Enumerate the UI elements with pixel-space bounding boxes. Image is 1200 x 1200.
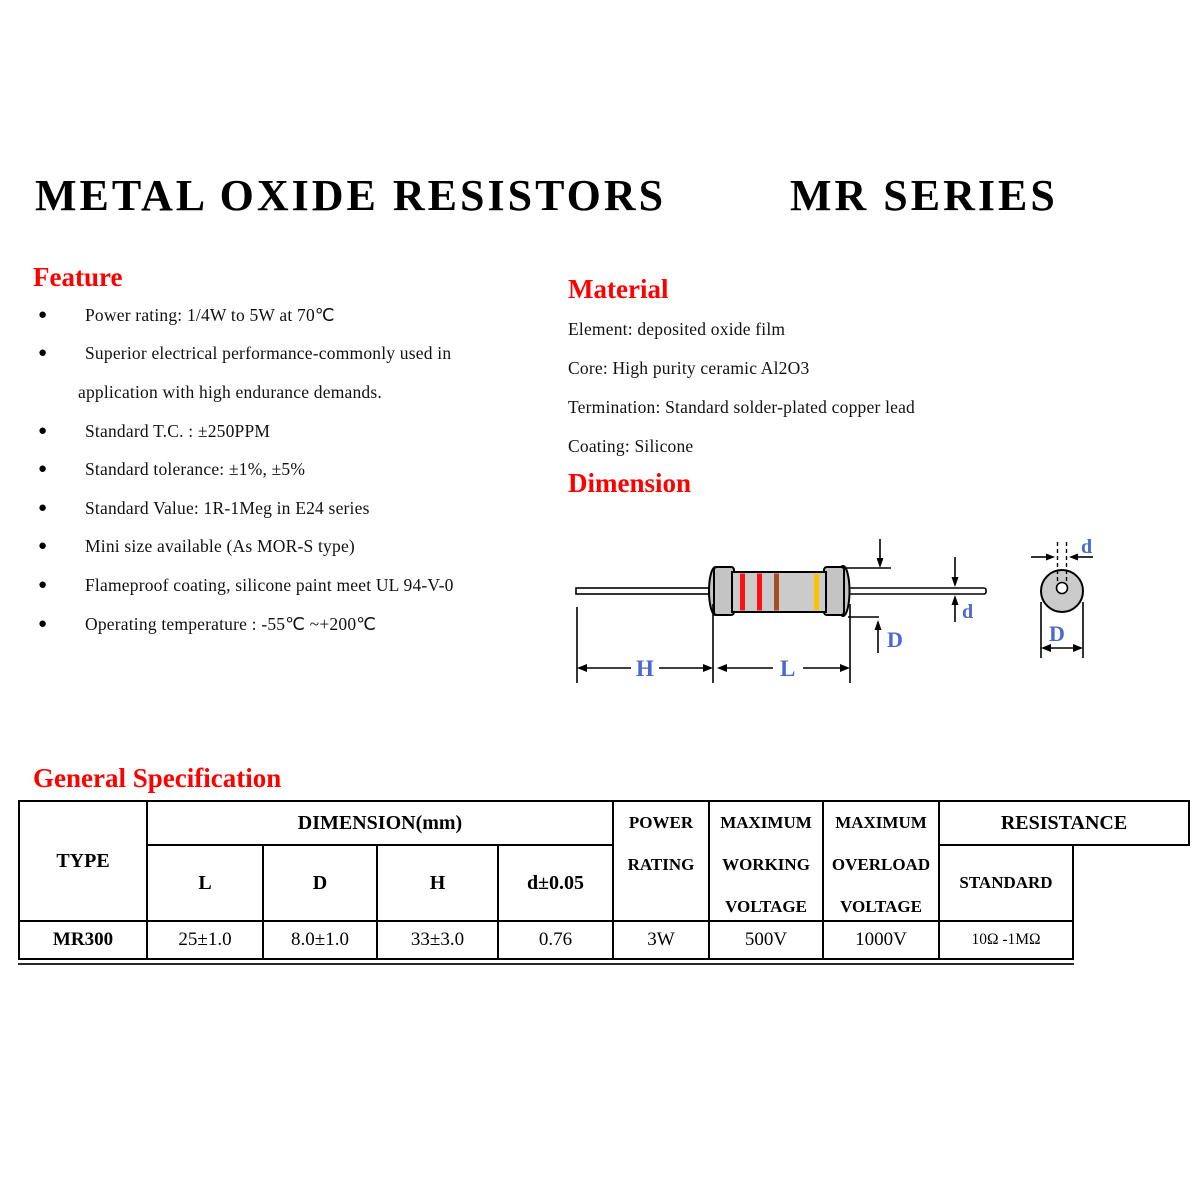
feature-text: Standard tolerance: ±1%, ±5%: [85, 459, 306, 480]
resistor-dimension-diagram: [560, 530, 1200, 690]
cell-l: 25±1.0: [146, 920, 264, 960]
list-item: [33, 528, 553, 567]
bullet-icon: ●: [38, 422, 48, 439]
arrow-up-icon: [875, 620, 882, 630]
specification-table: [18, 800, 1192, 968]
bullet-icon: ●: [38, 306, 48, 323]
header-line: MAXIMUM: [720, 813, 812, 832]
arrow-down-icon: [877, 558, 884, 568]
bullet-icon: ●: [38, 461, 48, 478]
feature-text: Flameproof coating, silicone paint meet UL 94-V-0: [85, 574, 454, 595]
color-band-2: [757, 574, 762, 611]
header-max-working-voltage: [708, 800, 824, 922]
header-standard: STANDARD: [938, 844, 1074, 922]
cell-max-overload: 1000V: [822, 920, 940, 960]
end-view-lead-hole: [1057, 583, 1068, 594]
lead-left: [576, 588, 715, 594]
color-band-1: [740, 574, 745, 611]
list-item: [33, 489, 553, 528]
material-line: Termination: Standard solder-plated copper lead: [568, 397, 916, 417]
bullet-icon: ●: [38, 345, 48, 362]
arrow-left-icon: [577, 664, 587, 672]
header-line: OVERLOAD: [831, 855, 931, 874]
list-item: [33, 412, 553, 451]
feature-text: Superior electrical performance-commonly used in: [85, 343, 452, 364]
arrow-right-icon: [703, 664, 713, 672]
bullet-icon: ●: [38, 615, 48, 632]
header-line: MAXIMUM: [835, 813, 927, 832]
header-line: VOLTAGE: [725, 897, 807, 916]
list-item: [33, 296, 553, 335]
header-line: POWER: [628, 813, 694, 832]
list-item-continuation: [33, 373, 553, 412]
cell-h: 33±3.0: [376, 920, 499, 960]
header-dimension-mm: DIMENSION(mm): [146, 800, 614, 846]
color-band-3: [774, 574, 779, 611]
arrow-up-icon: [952, 595, 959, 605]
extension-lines: [577, 604, 850, 683]
page-title: METAL OXIDE RESISTORS: [35, 171, 667, 220]
feature-text: Power rating: 1/4W to 5W at 70℃: [85, 304, 335, 325]
list-item: [33, 450, 553, 489]
header-d: D: [262, 844, 378, 922]
arrow-right-icon: [840, 664, 850, 672]
general-specification-heading: General Specification: [33, 763, 282, 793]
cell-d: 8.0±1.0: [262, 920, 378, 960]
header-l: L: [146, 844, 264, 922]
arrow-left-icon: [1069, 554, 1078, 561]
material-list: [568, 310, 1048, 466]
header-line: VOLTAGE: [840, 897, 922, 916]
arrow-down-icon: [952, 577, 959, 587]
feature-heading: Feature: [33, 262, 123, 292]
header-h: H: [376, 844, 499, 922]
bullet-icon: ●: [38, 499, 48, 516]
material-line: Element: deposited oxide film: [568, 319, 786, 339]
dimension-heading: Dimension: [568, 468, 692, 498]
bullet-icon: ●: [38, 576, 48, 593]
list-item: [33, 566, 553, 605]
material-heading: Material: [568, 274, 669, 304]
dim-label-end-d: d: [1081, 536, 1093, 558]
dim-label-d: d: [962, 601, 974, 623]
list-item: [33, 605, 553, 644]
feature-text: Standard T.C. : ±250PPM: [85, 420, 271, 441]
body-diameter-dimension: [848, 617, 879, 653]
material-line: Coating: Silicone: [568, 436, 694, 456]
feature-list: [33, 296, 553, 643]
header-type: TYPE: [18, 800, 148, 922]
material-line: Core: High purity ceramic Al2O3: [568, 358, 810, 378]
list-item: [33, 335, 553, 374]
top-reference-dimension: [844, 539, 891, 568]
arrow-right-icon: [1073, 644, 1083, 652]
feature-text: application with high endurance demands.: [78, 381, 382, 402]
dim-label-end-D: D: [1049, 621, 1065, 646]
cell-power: 3W: [612, 920, 710, 960]
header-line: RATING: [627, 855, 695, 874]
feature-text: Mini size available (As MOR-S type): [85, 536, 355, 557]
dim-label-D: D: [887, 627, 903, 652]
cell-d-tolerance: 0.76: [497, 920, 614, 960]
cell-max-working: 500V: [708, 920, 824, 960]
lead-right: [848, 588, 986, 594]
header-power-rating: [612, 800, 710, 922]
cropped-next-row-line: [18, 963, 1074, 965]
feature-text: Standard Value: 1R-1Meg in E24 series: [85, 497, 370, 518]
feature-text: Operating temperature : -55℃ ~+200℃: [85, 613, 377, 634]
arrow-left-icon: [717, 664, 727, 672]
cell-resistance-standard: 10Ω -1MΩ: [938, 920, 1074, 960]
dim-label-H: H: [636, 656, 654, 681]
arrow-right-icon: [1046, 554, 1055, 561]
header-max-overload-voltage: [822, 800, 940, 922]
bullet-icon: ●: [38, 538, 48, 555]
cell-type: MR300: [18, 920, 148, 960]
dim-label-L: L: [780, 656, 796, 681]
series-title: MR SERIES: [790, 171, 1058, 220]
header-d-tolerance: d±0.05: [497, 844, 614, 922]
header-line: WORKING: [722, 855, 810, 874]
header-resistance: RESISTANCE: [938, 800, 1190, 846]
color-band-4: [814, 574, 819, 611]
